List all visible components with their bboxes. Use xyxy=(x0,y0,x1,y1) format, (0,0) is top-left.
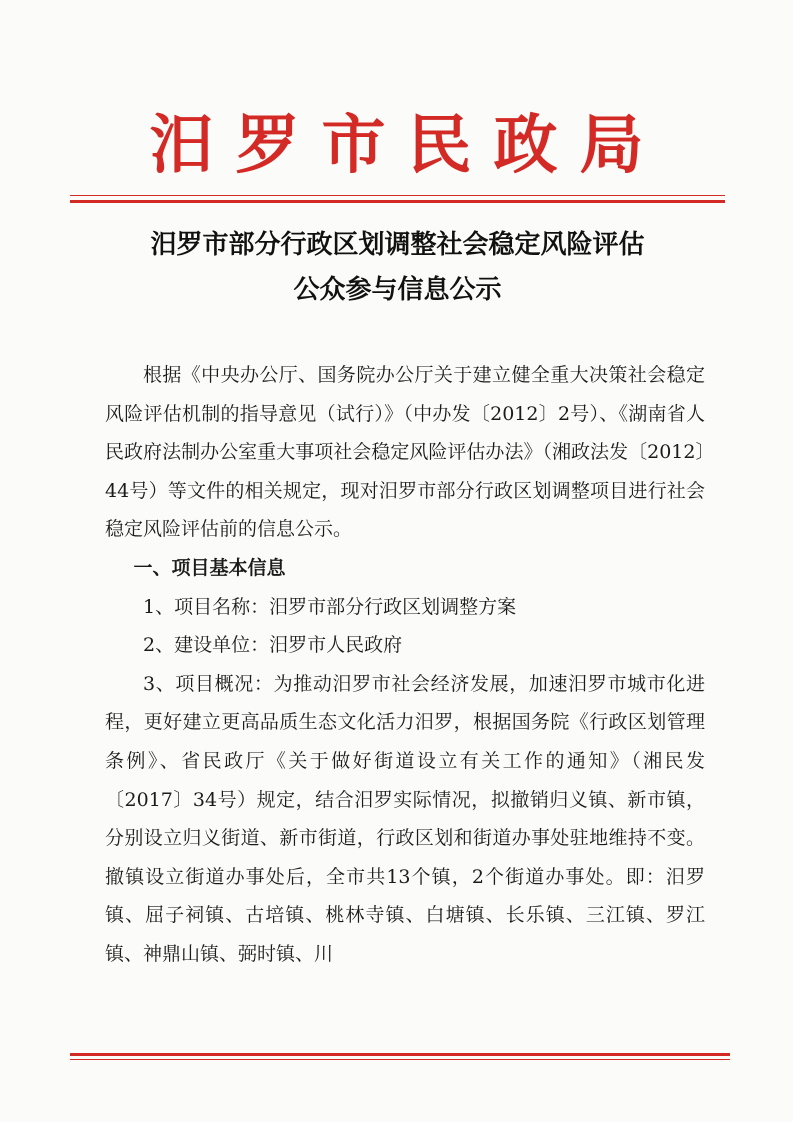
document-title-line-1: 汨罗市部分行政区划调整社会稳定风险评估 xyxy=(150,230,645,260)
project-name-item: 1、项目名称：汨罗市部分行政区划调整方案 xyxy=(143,595,517,618)
project-overview-item: 3、项目概况：为推动汨罗市社会经济发展，加速汨罗市城市化进程，更好建立更高品质生态文化活力汨罗，根据国务院《行政区划管理条例》、省民政厅《关于做好街道设立有关工作的通知》（湘民发〔2017〕34号）规定，结合汨罗实际情况，拟撤销归义镇、新市镇，分别设立归义街道、新市街道，行政区划和街道办事处驻地维持不变。撤镇设立街道办事处后，全市共13个镇，2个街道办事处。即：汨罗镇、屈子祠镇、古培镇、桃林寺镇、白塘镇、长乐镇、三江镇、罗江镇、神鼎山镇、弼时镇、川 xyxy=(105,672,705,965)
intro-paragraph: 根据《中央办公厅、国务院办公厅关于建立健全重大决策社会稳定风险评估机制的指导意见（试行）》（中办发〔2012〕2号）、《湖南省人民政府法制办公室重大事项社会稳定风险评估办法》（湘政法发〔2012〕44号）等文件的相关规定，现对汨罗市部分行政区划调整项目进行社会稳定风险评估前的信息公示。 xyxy=(105,364,705,541)
section-heading: 一、项目基本信息 xyxy=(133,556,286,579)
footer-rule xyxy=(70,1053,730,1056)
header-rule-thin xyxy=(70,195,725,196)
agency-header: 汨罗市民政局 xyxy=(149,108,666,183)
header-rule xyxy=(70,200,725,203)
builder-unit-item: 2、建设单位：汨罗市人民政府 xyxy=(143,634,403,657)
footer-rule-thin xyxy=(70,1059,730,1060)
document-body xyxy=(105,356,705,974)
document-title-line-2: 公众参与信息公示 xyxy=(293,275,502,305)
